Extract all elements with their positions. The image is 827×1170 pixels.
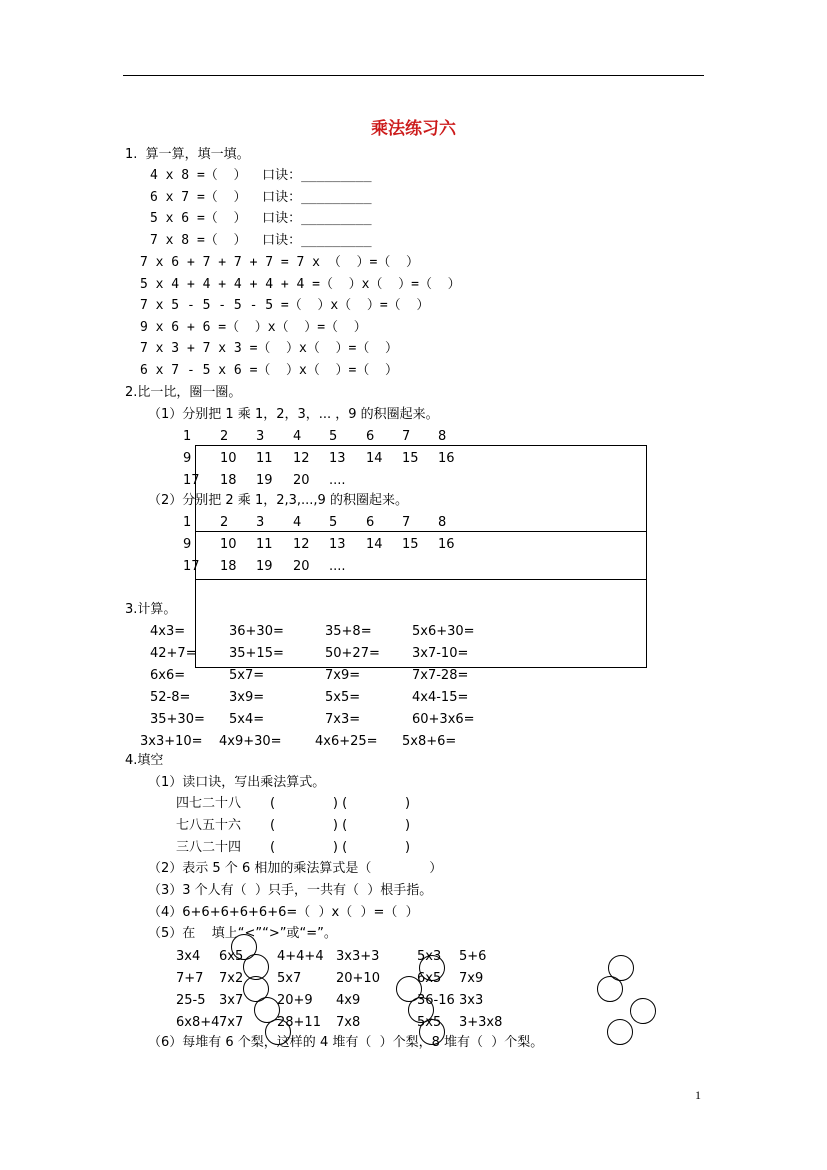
s4-part6: （6）每堆有 6 个梨，这样的 4 堆有（ ）个梨，8 堆有（ ）个梨。 bbox=[148, 1035, 544, 1050]
calc-expression: 42+7= bbox=[150, 646, 197, 661]
s1-calc: 7 x 6 + 7 + 7 + 7 = 7 x （ ）=（ ） bbox=[140, 255, 419, 270]
grid-number: 6 bbox=[366, 515, 375, 530]
compare-expression: 7x2 bbox=[219, 971, 244, 986]
calc-expression: 5x7= bbox=[229, 668, 265, 683]
section4-heading: 4.填空 bbox=[125, 753, 164, 768]
calc-expression: 5x6+30= bbox=[412, 624, 475, 639]
compare-expression: 20+9 bbox=[277, 993, 313, 1008]
compare-expression: 20+10 bbox=[336, 971, 380, 986]
grid-number: 7 bbox=[402, 515, 411, 530]
calc-expression: 4x3= bbox=[150, 624, 186, 639]
grid-number: 17 bbox=[183, 473, 200, 488]
compare-expression: 7+7 bbox=[176, 971, 204, 986]
grid-number: 9 bbox=[183, 537, 192, 552]
s2-part1: （1）分别把 1 乘 1，2，3，... ，9 的积圈起来。 bbox=[148, 407, 439, 422]
s1-calc: 6 x 7 - 5 x 6 =（ ）x（ ）=（ ） bbox=[140, 363, 399, 378]
answer-parens: ( ) ( ) bbox=[270, 840, 411, 855]
compare-expression: 5+6 bbox=[459, 949, 487, 964]
compare-expression: 25-5 bbox=[176, 993, 206, 1008]
grid-number: 4 bbox=[293, 429, 302, 444]
compare-expression: 4+4+4 bbox=[277, 949, 324, 964]
compare-expression: 5x5 bbox=[417, 1015, 442, 1030]
answer-parens: ( ) ( ) bbox=[270, 818, 411, 833]
grid-number: 4 bbox=[293, 515, 302, 530]
compare-expression: 5x3 bbox=[417, 949, 442, 964]
calc-expression: 36+30= bbox=[229, 624, 284, 639]
grid-number: 17 bbox=[183, 559, 200, 574]
compare-expression: 6x5 bbox=[417, 971, 442, 986]
blank-circle[interactable] bbox=[419, 1019, 445, 1045]
calc-expression: 3x7-10= bbox=[412, 646, 469, 661]
header-rule bbox=[123, 75, 704, 76]
s4-part1: （1）读口诀，写出乘法算式。 bbox=[148, 775, 326, 790]
calc-expression: 5x8+6= bbox=[402, 734, 457, 749]
s2-part2: （2）分别把 2 乘 1，2,3,...,9 的积圈起来。 bbox=[148, 493, 408, 508]
compare-expression: 3x4 bbox=[176, 949, 201, 964]
grid-number: .... bbox=[329, 473, 346, 488]
s1-calc: 7 x 5 - 5 - 5 - 5 =（ ）x（ ）=（ ） bbox=[140, 298, 430, 313]
compare-expression: 6x8+4 bbox=[176, 1015, 220, 1030]
calc-expression: 35+15= bbox=[229, 646, 284, 661]
grid-number: 12 bbox=[293, 537, 310, 552]
grid-number: 10 bbox=[220, 451, 237, 466]
grid-number: .... bbox=[329, 559, 346, 574]
compare-expression: 7x8 bbox=[336, 1015, 361, 1030]
s4-part3: （3）3 个人有（ ）只手，一共有（ ）根手指。 bbox=[148, 883, 433, 898]
page-title: 乘法练习六 bbox=[371, 119, 456, 139]
koujue-item: 七八五十六 bbox=[176, 818, 242, 833]
grid-number: 11 bbox=[256, 451, 273, 466]
grid-number: 8 bbox=[438, 429, 447, 444]
compare-expression: 7x9 bbox=[459, 971, 484, 986]
section2-heading: 2.比一比，圈一圈。 bbox=[125, 385, 242, 400]
compare-expression: 28+11 bbox=[277, 1015, 321, 1030]
compare-expression: 3x3 bbox=[459, 993, 484, 1008]
compare-expression: 5x7 bbox=[277, 971, 302, 986]
compare-expression: 3x7 bbox=[219, 993, 244, 1008]
calc-expression: 6x6= bbox=[150, 668, 186, 683]
calc-expression: 7x3= bbox=[325, 712, 361, 727]
grid-number: 15 bbox=[402, 537, 419, 552]
calc-expression: 3x3+10= bbox=[140, 734, 203, 749]
grid-number: 15 bbox=[402, 451, 419, 466]
s1-calc: 5 x 4 + 4 + 4 + 4 + 4 =（ ）x（ ）=（ ） bbox=[140, 277, 461, 292]
grid-number: 19 bbox=[256, 559, 273, 574]
blank-circle[interactable] bbox=[630, 998, 656, 1024]
calc-expression: 50+27= bbox=[325, 646, 380, 661]
grid-number: 9 bbox=[183, 451, 192, 466]
s1-row: 7 x 8 =（ ） 口诀：_________ bbox=[150, 233, 372, 248]
compare-expression: 6x5 bbox=[219, 949, 244, 964]
grid-number: 2 bbox=[220, 429, 229, 444]
grid-number: 3 bbox=[256, 429, 265, 444]
s4-part5: （5）在 填上“<”“>”或“=”。 bbox=[148, 926, 337, 941]
grid-number: 13 bbox=[329, 537, 346, 552]
grid-number: 5 bbox=[329, 429, 338, 444]
compare-expression: 3+3x8 bbox=[459, 1015, 503, 1030]
blank-circle[interactable] bbox=[597, 976, 623, 1002]
grid-number: 10 bbox=[220, 537, 237, 552]
grid-number: 18 bbox=[220, 559, 237, 574]
section1-heading: 1. 算一算，填一填。 bbox=[125, 147, 250, 162]
calc-expression: 4x6+25= bbox=[315, 734, 378, 749]
koujue-item: 四七二十八 bbox=[176, 796, 242, 811]
grid-number: 14 bbox=[366, 537, 383, 552]
grid-number: 14 bbox=[366, 451, 383, 466]
grid-number: 7 bbox=[402, 429, 411, 444]
blank-circle[interactable] bbox=[265, 1019, 291, 1045]
calc-expression: 7x9= bbox=[325, 668, 361, 683]
calc-expression: 35+8= bbox=[325, 624, 372, 639]
s1-calc: 7 x 3 + 7 x 3 =（ ）x（ ）=（ ） bbox=[140, 341, 399, 356]
grid-number: 20 bbox=[293, 559, 310, 574]
grid-number: 20 bbox=[293, 473, 310, 488]
grid-number: 19 bbox=[256, 473, 273, 488]
s1-calc: 9 x 6 + 6 =（ ）x（ ）=（ ） bbox=[140, 320, 367, 335]
s1-row: 5 x 6 =（ ） 口诀：_________ bbox=[150, 211, 372, 226]
calc-expression: 35+30= bbox=[150, 712, 205, 727]
grid-number: 18 bbox=[220, 473, 237, 488]
calc-expression: 4x9+30= bbox=[219, 734, 282, 749]
grid-number: 8 bbox=[438, 515, 447, 530]
grid-number: 5 bbox=[329, 515, 338, 530]
calc-expression: 4x4-15= bbox=[412, 690, 469, 705]
grid-number: 3 bbox=[256, 515, 265, 530]
compare-expression: 3x3+3 bbox=[336, 949, 380, 964]
s1-row: 6 x 7 =（ ） 口诀：_________ bbox=[150, 190, 372, 205]
blank-circle[interactable] bbox=[607, 1019, 633, 1045]
s4-part4: （4）6+6+6+6+6+6=（ ）x（ ）=（ ） bbox=[148, 905, 419, 920]
grid-number: 1 bbox=[183, 429, 192, 444]
calc-expression: 3x9= bbox=[229, 690, 265, 705]
grid-number: 1 bbox=[183, 515, 192, 530]
grid-number: 13 bbox=[329, 451, 346, 466]
grid-number: 12 bbox=[293, 451, 310, 466]
grid-number: 6 bbox=[366, 429, 375, 444]
grid-number: 16 bbox=[438, 451, 455, 466]
answer-parens: ( ) ( ) bbox=[270, 796, 411, 811]
koujue-item: 三八二十四 bbox=[176, 840, 242, 855]
compare-expression: 36-16 bbox=[417, 993, 455, 1008]
s4-part2: （2）表示 5 个 6 相加的乘法算式是（ ） bbox=[148, 861, 443, 876]
grid-number: 2 bbox=[220, 515, 229, 530]
calc-expression: 5x4= bbox=[229, 712, 265, 727]
blank-circle[interactable] bbox=[419, 955, 445, 981]
grid-number: 16 bbox=[438, 537, 455, 552]
calc-expression: 5x5= bbox=[325, 690, 361, 705]
calc-expression: 60+3x6= bbox=[412, 712, 475, 727]
grid-number: 11 bbox=[256, 537, 273, 552]
s1-row: 4 x 8 =（ ） 口诀：_________ bbox=[150, 168, 372, 183]
compare-expression: 4x9 bbox=[336, 993, 361, 1008]
calc-expression: 7x7-28= bbox=[412, 668, 469, 683]
calc-expression: 52-8= bbox=[150, 690, 191, 705]
section3-heading: 3.计算。 bbox=[125, 602, 177, 617]
page-number: 1 bbox=[695, 1088, 701, 1102]
compare-expression: 7x7 bbox=[219, 1015, 244, 1030]
